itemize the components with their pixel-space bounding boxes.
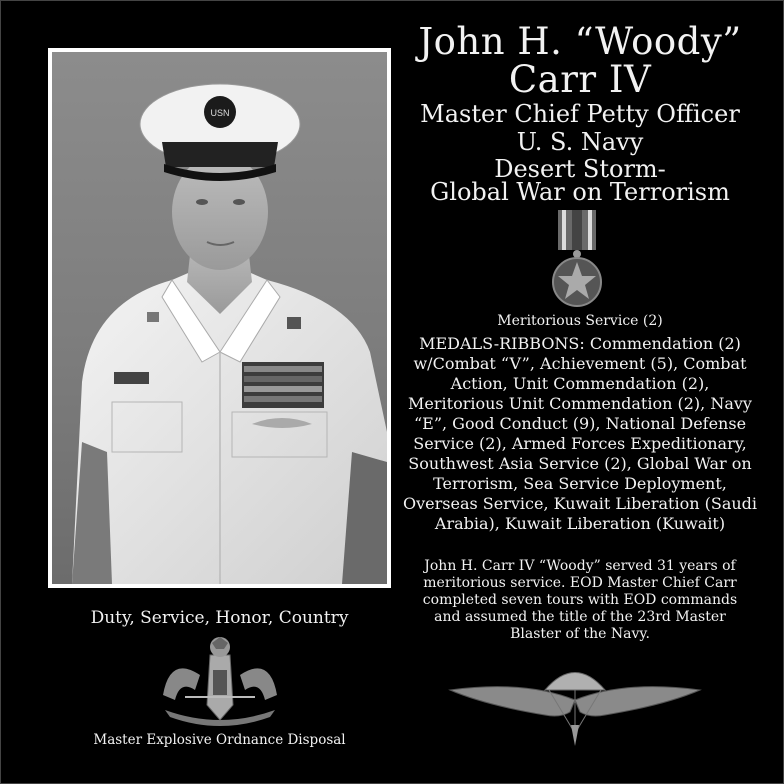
cap-badge-text: USN [210,108,230,118]
medals-ribbons-text: MEDALS-RIBBONS: Commendation (2) w/Combat “V”, Achievement (5), Combat Action, Unit Commendation (2), Meritorious Unit Commendation (2), Navy “E”, Good Conduct (9), National Defense Service (2), Armed Forces Expeditionary, Southwest Asia Service (2), Global War on Terrorism, Sea Service Deployment, Overseas Service, Kuwait Liberation (Saudi Arabia), Kuwait Liberation (Kuwait) [403,334,758,533]
eod-badge-caption: Master Explosive Ordnance Disposal [93,732,346,748]
motto: Duty, Service, Honor, Country [90,608,349,628]
biography-text: John H. Carr IV “Woody” served 31 years of meritorious service. EOD Master Chief Carr completed seven tours with EOD commands and assumed the title of the 23rd Master Blaster of the Navy. [422,558,738,642]
honoree-rank: Master Chief Petty Officer [420,100,740,128]
medal-icon [548,210,606,310]
parachutist-wings-icon [445,660,705,750]
honoree-conflict-line1: Desert Storm- [494,155,666,183]
honoree-conflict-line2: Global War on Terrorism [430,178,730,206]
portrait-frame [48,48,391,588]
portrait-photo [52,52,387,584]
sailor-portrait-icon [52,52,387,584]
honoree-name-line1: John H. “Woody” [418,20,742,63]
honoree-branch: U. S. Navy [516,128,644,156]
medal-caption: Meritorious Service (2) [497,313,663,329]
eod-badge-icon [155,635,285,730]
honoree-name-line2: Carr IV [508,58,652,101]
